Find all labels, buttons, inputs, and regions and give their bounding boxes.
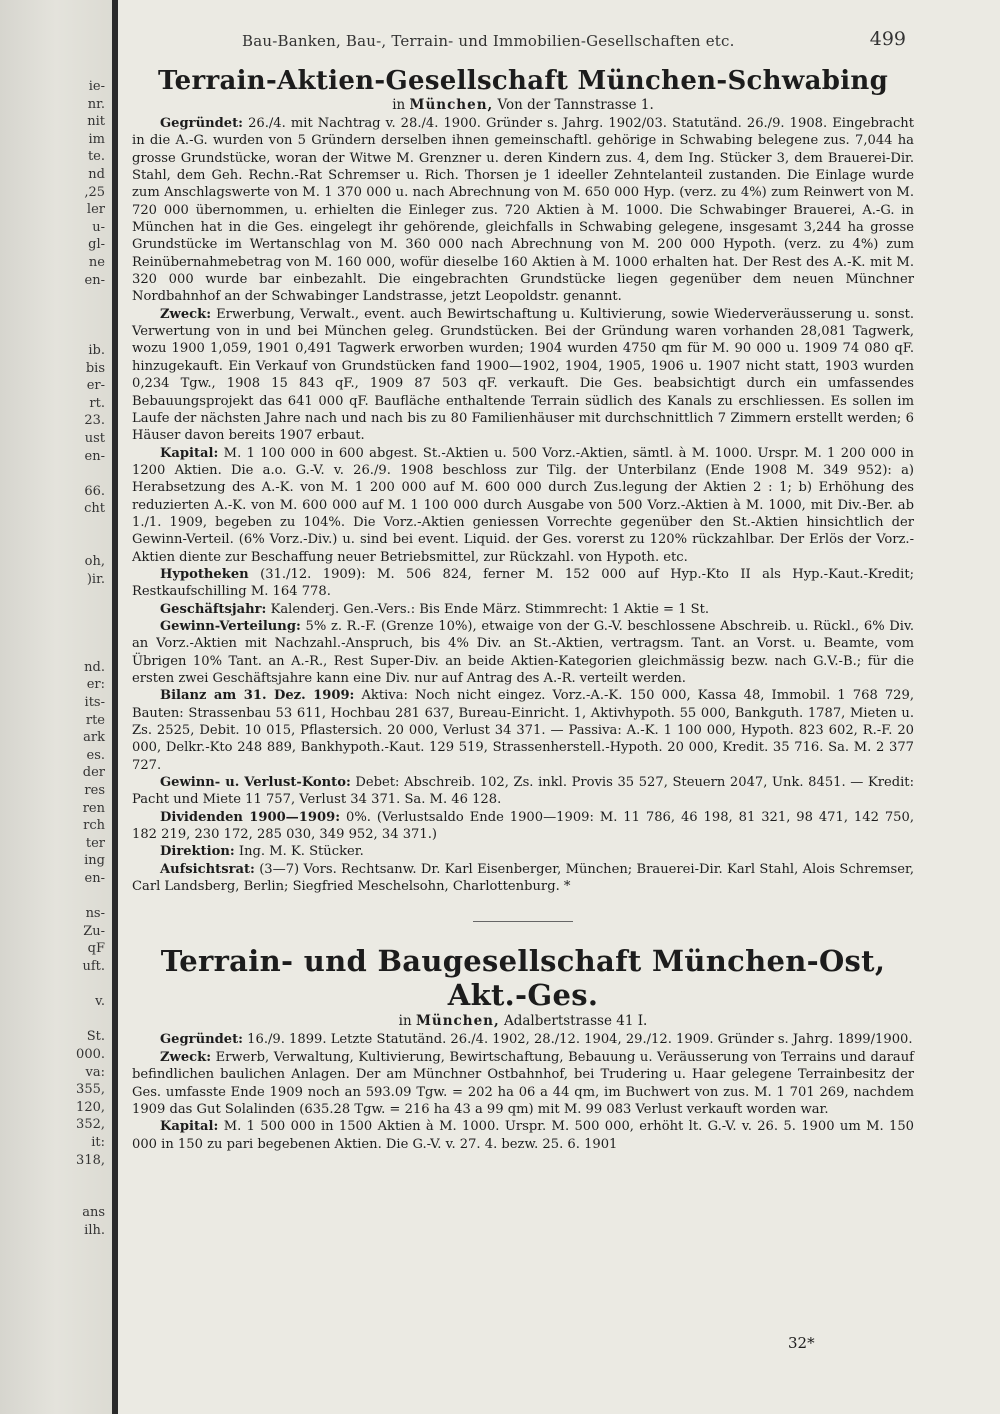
margin-fragment: ust <box>84 431 105 446</box>
section-label: Dividenden 1900—1909: <box>160 809 341 825</box>
section-paragraph <box>132 566 914 601</box>
margin-fragment: ne <box>88 255 105 270</box>
company-entry-schwabing <box>132 66 914 895</box>
margin-fragment: rt. <box>89 395 105 411</box>
margin-fragment: ib. <box>88 343 105 358</box>
margin-fragment: )ir. <box>86 571 105 587</box>
margin-fragment: nr. <box>87 96 105 112</box>
section-paragraph <box>132 1118 914 1153</box>
section-label: Geschäftsjahr: <box>160 601 267 617</box>
company-title: Terrain- und Baugesellschaft München-Ost, Akt.-Ges. <box>160 944 886 1013</box>
margin-fragment: 318, <box>76 1152 105 1168</box>
margin-fragment: er: <box>86 677 105 693</box>
location-city: München, <box>415 1013 500 1030</box>
section-text: Aktiva: Noch nicht eingez. Vorz.-A.-K. 150 000, Kassa 48, Immobil. 1 768 729, Bauten: Strassenbau 53 611, Hochbau 281 637, Bureau-Einricht. 1, Aktivhypoth. 55 000, Bankguth. 1787, Mieten u. Zs. 2525, Debit. 10 015, Pflastersich. 20 000, Verlust 34 371. — Passiva: A.-K. 1 100 000, Hypoth. 823 602, R.-F. 20 000, Delkr.-Kto 248 889, Bankhypoth.-Kaut. 129 519, Strassenherstell.-Hypoth. 20 000, Kredit. 35 716. Sa. M. 2 377 727. <box>132 688 915 773</box>
section-paragraph <box>132 445 914 566</box>
section-text: M. 1 100 000 in 600 abgest. St.-Aktien u. 500 Vorz.-Aktien, sämtl. à M. 1000. Urspr. M. 1 200 000 in 1200 Aktien. Die a.o. G.-V. v. 26./9. 1908 beschloss zur Tilg. der Unterbilanz (Ende 1908 M. 349 952): a) Herabsetzung des A.-K. von M. 1 200 000 auf M. 600 000 durch Zus.legung der Aktien 2 : 1; b) Erhöhung des reduzierten A.-K. von M. 600 000 auf M. 1 100 000 durch Ausgabe von 500 Vorz.-Aktien à M. 1000, mit Div.-Ber. ab 1./1. 1909, begeben zu 104%. Die Vorz.-Aktien geniessen Vorrechte gegenüber den St.-Aktien hinsichtlich der Gewinn-Verteil. (6% Vorz.-Div.) u. sind bei event. Liquid. der Ges. vorerst zu 120% rückzahlbar. Der Erlös der Vorz.-Aktien diente zur Beschaffung neuer Betriebsmittel, zur Rückzahl. von Hypoth. etc. <box>132 445 914 565</box>
section-label: Bilanz am 31. Dez. 1909: <box>160 688 355 704</box>
location-address: Von der Tannstrasse 1. <box>497 97 654 113</box>
company-title: Terrain-Aktien-Gesellschaft München-Schwabing <box>157 66 889 96</box>
section-text: (3—7) Vors. Rechtsanw. Dr. Karl Eisenberger, München; Brauerei-Dir. Karl Stahl, Alois Schremser, Carl Landsberg, Berlin; Siegfried Meschelsohn, Charlottenburg. * <box>132 861 914 895</box>
location-address: Adalbertstrasse 41 I. <box>503 1013 648 1030</box>
section-paragraph <box>132 306 914 445</box>
margin-fragment: ter <box>85 835 105 851</box>
margin-fragment: 000. <box>76 1047 105 1062</box>
margin-fragment: nd <box>88 167 105 182</box>
company-sections <box>132 1031 914 1152</box>
section-paragraph <box>132 1031 914 1048</box>
section-paragraph <box>132 774 914 809</box>
margin-fragment: u- <box>92 219 105 235</box>
section-label: Kapital: <box>160 1119 219 1135</box>
margin-fragment: ler <box>86 202 105 218</box>
margin-fragment: en- <box>84 871 105 886</box>
margin-fragment: rch <box>83 818 105 834</box>
margin-fragment: bis <box>85 360 105 376</box>
section-label: Gewinn- u. Verlust-Konto: <box>160 775 351 791</box>
margin-fragment: uft. <box>82 959 105 974</box>
margin-fragment: 66. <box>84 483 105 499</box>
page-number: 499 <box>869 28 906 50</box>
section-label: Hypotheken <box>160 566 249 582</box>
margin-fragment: en- <box>84 272 105 288</box>
margin-fragment: ,25 <box>84 184 105 200</box>
margin-fragment: en- <box>84 448 105 464</box>
section-paragraph <box>132 687 914 774</box>
section-text: 5% z. R.-F. (Grenze 10%), etwaige von der G.-V. beschlossene Abschreib. u. Rückl., 6% Div. an Vorz.-Aktien mit Nachzahl.-Anspruch, bis 4% Div. an St.-Aktien, vertragsm. Tant. an Vorst. u. Beamte, vom Übrigen 10% Tant. an A.-R., Rest Super-Div. an beide Aktien-Kategorien gleichmässig bezw. nach G.V.-B.; für die ersten zwei Geschäftsjahre kann eine Div. nur auf Antrag des A.-R. verteilt werden. <box>132 618 914 686</box>
section-text: M. 1 500 000 in 1500 Aktien à M. 1000. Urspr. M. 500 000, erhöht lt. G.-V. v. 26. 5. 1900 um M. 150 000 in 150 zu pari begebenen Aktien. Die G.-V. v. 27. 4. bezw. 25. 6. 1901 <box>132 1119 914 1152</box>
section-paragraph <box>132 809 914 844</box>
margin-fragment: St. <box>86 1029 105 1045</box>
margin-fragment: ilh. <box>84 1223 105 1238</box>
company-location: in München, Adalbertstrasse 41 I. <box>398 1013 648 1030</box>
section-text: (31./12. 1909): M. 506 824, ferner M. 152 000 auf Hyp.-Kto II als Hyp.-Kaut.-Kredit; Restkaufschilling M. 164 778. <box>132 566 914 600</box>
section-paragraph <box>132 601 914 618</box>
section-text: Kalenderj. Gen.-Vers.: Bis Ende März. Stimmrecht: 1 Aktie = 1 St. <box>270 601 710 617</box>
section-paragraph <box>132 861 914 896</box>
margin-fragment: er- <box>86 378 105 394</box>
margin-fragment: gl- <box>88 237 105 253</box>
margin-fragment: im <box>88 131 105 147</box>
section-text: Erwerbung, Verwalt., event. auch Bewirtschaftung u. Kultivierung, sowie Wiederveräusserung u. sonst. Verwertung von in und bei München geleg. Grundstücken. Bei der Gründung waren vorhanden 28,081 Tagwerk, wozu 1900 1,059, 1901 0,491 Tagwerk erworben wurden; 1904 wurden 4750 qm für M. 90 000 u. 1909 74 080 qF. hinzugekauft. Ein Verkauf von Grundstücken fand 1900—1902, 1904, 1905, 1906 u. 1907 nicht statt, 1903 wurden 0,234 Tgw., 1908 15 843 qF., 1909 87 503 qF. verkauft. Die Ges. beabsichtigt durch ein umfassendes Bebauungsprojekt das 641 000 qF. Baufläche enthaltende Terrain südlich des Kanals zu erschliessen. Es sollen im Laufe der nächsten Jahre nach und nach bis zu 80 Familienhäuser mit durchschnittlich 7 Zimmern erstellt werden; 6 Häuser davon bereits 1907 erbaut. <box>132 306 914 444</box>
margin-fragment: cht <box>84 501 105 517</box>
section-text: Erwerb, Verwaltung, Kultivierung, Bewirtschaftung, Bebauung u. Veräusserung von Terrains und darauf befindlichen baulichen Anlagen. Der am Münchner Ostbahnhof, bei Trudering u. Haar gelegene Terrainbesitz der Ges. umfasste Ende 1909 noch an 593.09 Tgw. = 202 ha 06 a 44 qm, im Buchwert von zus. M. 1 701 269, nachdem 1909 das Gut Solalinden (635.28 Tgw. = 216 ha 43 a 99 qm) mit M. 99 083 Verlust verkauft worden war. <box>132 1049 914 1117</box>
margin-fragment: ans <box>82 1205 105 1221</box>
margin-fragment: 355, <box>76 1082 105 1098</box>
section-label: Gegründet: <box>160 116 243 131</box>
margin-fragment: der <box>82 765 105 781</box>
margin-fragment: ie- <box>88 79 105 94</box>
section-label: Kapital: <box>160 445 219 461</box>
section-label: Zweck: <box>160 1049 212 1065</box>
margin-fragment: ns- <box>85 906 105 922</box>
page <box>132 22 914 1153</box>
margin-fragment: rte <box>85 712 105 728</box>
margin-fragment: ing <box>84 853 105 869</box>
section-text: Debet: Abschreib. 102, Zs. inkl. Provis 35 527, Steuern 2047, Unk. 8451. — Kredit: Pacht und Miete 11 757, Verlust 34 371. Sa. M. 46 128. <box>132 775 914 808</box>
margin-fragment: ren <box>82 800 105 816</box>
margin-fragment: te. <box>87 149 105 165</box>
margin-fragment: Zu- <box>83 923 105 939</box>
section-label: Gegründet: <box>160 1032 243 1048</box>
section-text: 26./4. mit Nachtrag v. 28./4. 1900. Gründer s. Jahrg. 1902/03. Statutänd. 26./9. 1908. Eingebracht in die A.-G. wurden von 5 Gründern derselben ihnen gemeinschaftl. gehörige in Schwabing belegene zus. 7,044 ha grosse Grundstücke, woran der Witwe M. Grenzner u. deren Kindern zus. 4, dem Ing. Stücker 3, dem Brauerei-Dir. Stahl, dem Geh. Rechn.-Rat Schremser u. Rich. Thorsen je 1 ideeller Zehntelanteil zustanden. Die Einlage wurde zum Anschlagswerte von M. 1 370 000 u. nach Abrechnung von M. 650 000 Hyp. (verz. zu 4%) zum Reinwert von M. 720 000 übernommen, u. erhielten die Einleger zus. 720 Aktien à M. 1000. Die Schwabinger Brauerei, A.-G. in München hat in die Ges. eingelegt ihr gehörende, gleichfalls in Schwabing gelegene, insgesamt 3,244 ha grosse Grundstücke im Wertanschlag von M. 360 000 nach Abrechnung von M. 200 000 Hypoth. (verz. zu 4%) zum Reinübernahmebetrag von M. 160 000, wofür dieselbe 160 Aktien à M. 1000 erhalten hat. Der Rest des A.-K. mit M. 320 000 wurde bar einbezahlt. Die eingebrachten Grundstücke liegen gegenüber dem neuen Münchner Nordbahnhof an der Schwabinger Landstrasse, jetzt Leopoldstr. genannt. <box>132 116 914 305</box>
company-entry-muenchen-ost <box>132 944 914 1152</box>
margin-fragment: ark <box>83 730 105 746</box>
section-paragraph <box>132 1049 914 1118</box>
company-location: in München, Von der Tannstrasse 1. <box>392 97 654 113</box>
section-paragraph <box>132 843 914 860</box>
running-head <box>132 22 914 54</box>
section-label: Zweck: <box>160 306 212 322</box>
company-sections <box>132 115 914 895</box>
section-divider <box>473 921 573 922</box>
margin-fragment: nd. <box>84 659 105 675</box>
margin-fragment: 23. <box>84 413 105 429</box>
section-paragraph <box>132 115 914 306</box>
section-text: Ing. M. K. Stücker. <box>238 844 364 860</box>
margin-fragment: qF <box>87 941 105 957</box>
section-label: Gewinn-Verteilung: <box>160 618 301 634</box>
section-text: 16./9. 1899. Letzte Statutänd. 26./4. 1902, 28./12. 1904, 29./12. 1909. Gründer s. Jahrg. 1899/1900. <box>247 1032 913 1048</box>
section-paragraph <box>132 618 914 687</box>
section-label: Aufsichtsrat: <box>160 861 255 877</box>
margin-fragment: va: <box>85 1064 105 1080</box>
signature-mark: 32* <box>788 1334 815 1352</box>
margin-fragment: es. <box>86 747 105 763</box>
running-head-title: Bau-Banken, Bau-, Terrain- und Immobilien-Gesellschaften etc. <box>242 32 735 50</box>
margin-fragment: nit <box>87 114 105 130</box>
margin-fragment: it: <box>91 1135 105 1150</box>
margin-fragment: oh, <box>84 554 105 570</box>
location-city: München, <box>409 97 494 113</box>
margin-fragment: 120, <box>76 1099 105 1115</box>
margin-fragment: res <box>84 783 105 798</box>
section-label: Direktion: <box>160 844 235 860</box>
margin-fragment: v. <box>95 994 105 1010</box>
margin-fragment: its- <box>84 695 105 710</box>
margin-fragment: 352, <box>76 1117 105 1133</box>
section-text: 0%. (Verlustsaldo Ende 1900—1909: M. 11 786, 46 198, 81 321, 98 471, 142 750, 182 219, 230 172, 285 030, 349 952, 34 371.) <box>132 809 914 843</box>
